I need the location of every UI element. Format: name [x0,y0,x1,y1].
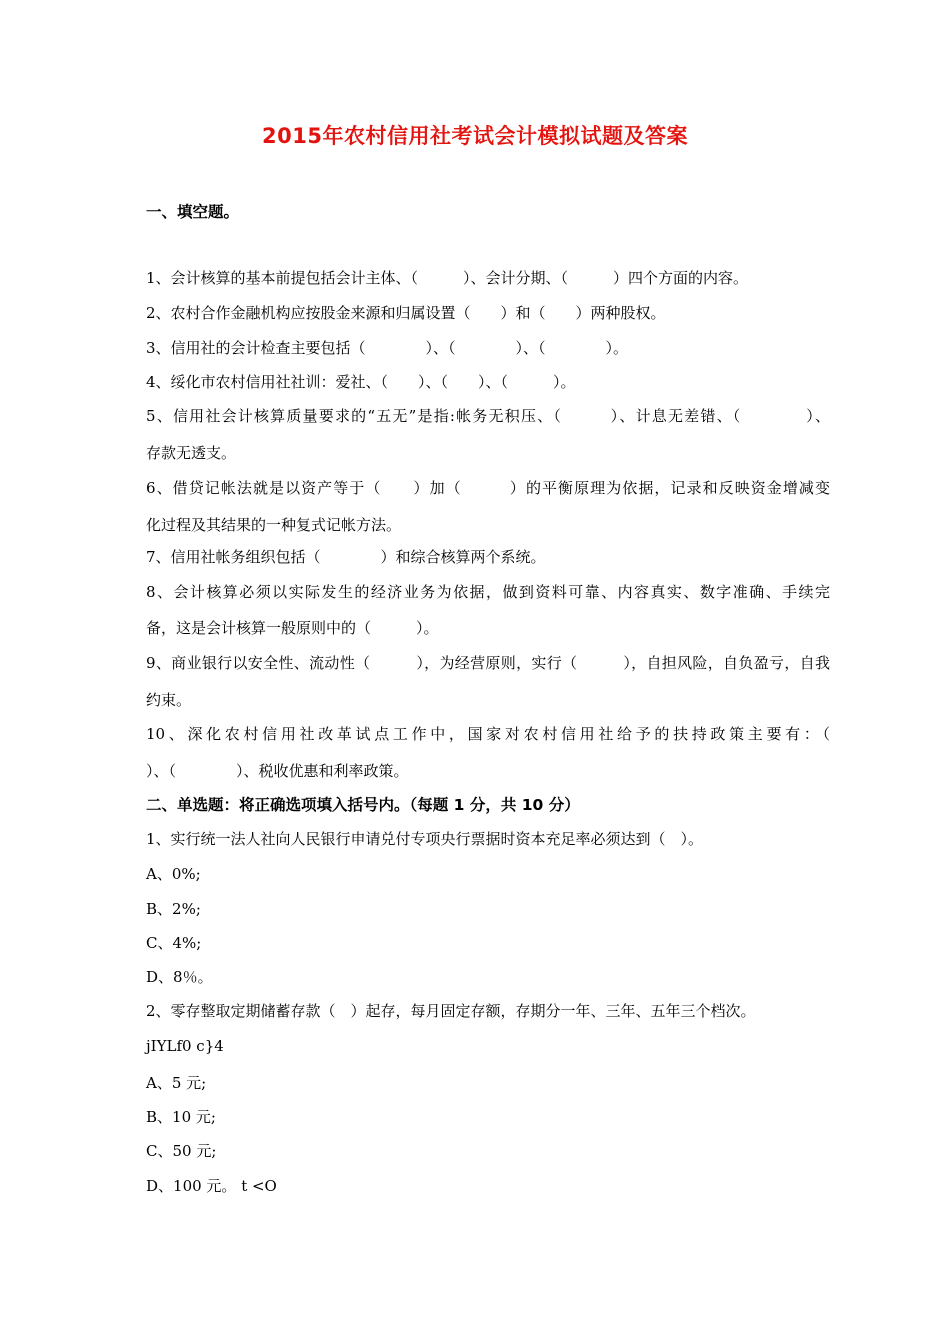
question-line: 6、借贷记帐法就是以资产等于（ ）加（ ）的平衡原理为依据，记录和反映资金增减变 [146,479,830,497]
section-heading-fill-blank: 一、填空题。 [146,203,240,221]
question-line: 8、会计核算必须以实际发生的经济业务为依据，做到资料可靠、内容真实、数字准确、手续完 [146,583,830,601]
question-line: 9、商业银行以安全性、流动性（ ），为经营原则，实行（ ），自担风险，自负盈亏，自我 [146,654,830,672]
stray-text-line: jIYLf0 c}4 [146,1037,224,1055]
question-line: 化过程及其结果的一种复式记帐方法。 [146,516,402,534]
question-line: 备，这是会计核算一般原则中的（ ）。 [146,619,439,637]
question-line: ）、（ ）、税收优惠和利率政策。 [146,762,409,780]
option-line: B、10 元; [146,1108,216,1126]
option-line: C、4%; [146,934,202,952]
option-line: D、8％。 [146,968,213,986]
document-title: 2015年农村信用社考试会计模拟试题及答案 [262,124,688,148]
question-line: 1、会计核算的基本前提包括会计主体、（ ）、会计分期、（ ）四个方面的内容。 [146,269,749,287]
question-line: 7、信用社帐务组织包括（ ）和综合核算两个系统。 [146,548,546,566]
question-line: 4、绥化市农村信用社社训：爱社、（ ）、（ ）、（ ）。 [146,373,576,391]
option-line: A、5 元; [146,1074,207,1092]
question-line: 3、信用社的会计检查主要包括（ ）、（ ）、（ ）。 [146,339,629,357]
option-line: B、2%; [146,900,201,918]
section-heading-single-choice: 二、单选题：将正确选项填入括号内。（每题 1 分，共 10 分） [146,796,580,814]
question-line: 2、零存整取定期储蓄存款（ ）起存，每月固定存额，存期分一年、三年、五年三个档次。 [146,1002,756,1020]
question-line: 存款无透支。 [146,444,237,462]
option-line: D、100 元。 t <O [146,1177,277,1195]
option-line: A、0%; [146,865,201,883]
question-line: 1、实行统一法人社向人民银行申请兑付专项央行票据时资本充足率必须达到（ ）。 [146,830,704,848]
option-line: C、50 元; [146,1142,217,1160]
question-line: 10、深化农村信用社改革试点工作中，国家对农村信用社给予的扶持政策主要有：（ [146,725,830,743]
question-line: 5、信用社会计核算质量要求的“五无”是指:帐务无积压、（ ）、计息无差错、（ ）、 [146,407,830,425]
question-line: 约束。 [146,691,192,709]
question-line: 2、农村合作金融机构应按股金来源和归属设置（ ）和（ ）两种股权。 [146,304,666,322]
